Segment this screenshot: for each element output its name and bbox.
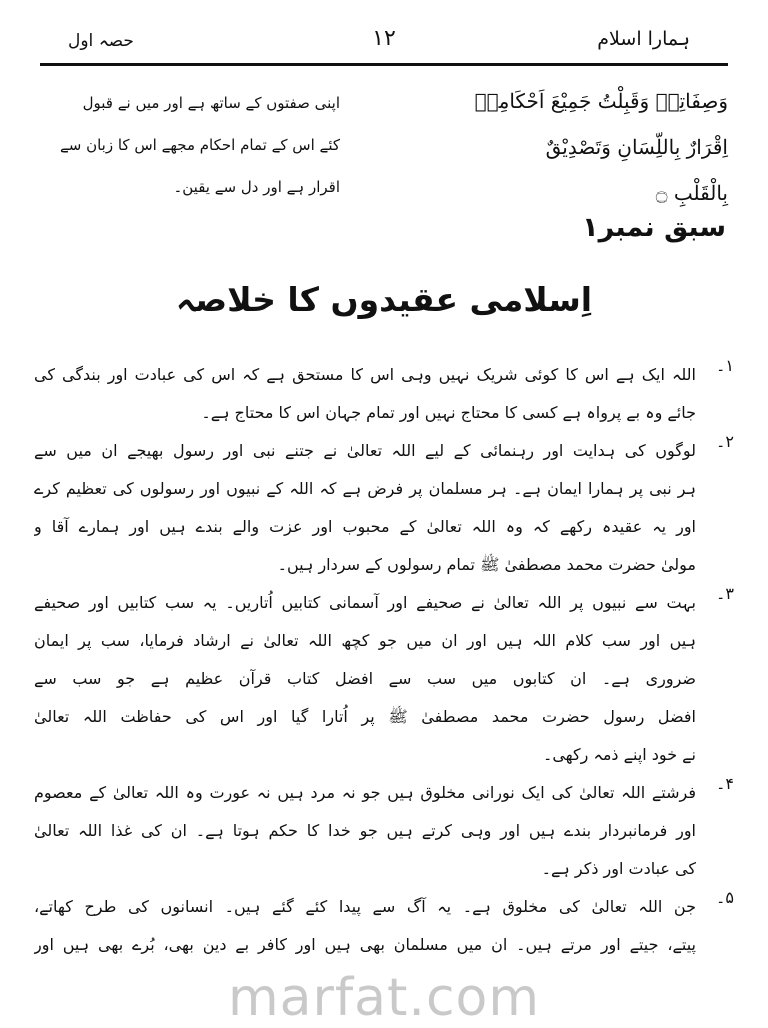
article-body: [34, 356, 734, 964]
page-number: ۱۲: [372, 26, 396, 51]
page-title: اِسلامی عقیدوں کا خلاصہ: [175, 280, 593, 319]
dua-arabic: [368, 78, 728, 216]
item-number: ۳۔: [716, 584, 734, 603]
dua-translation-line: کئے اس کے تمام احکام مجھے اس کا زبان سے: [59, 136, 340, 154]
text-line: ہیں اور سب کلام اللہ ہیں اور ان میں جو کچھ اللہ تعالیٰ نے ارشاد فرمایا، سب پر ایمان: [34, 631, 696, 650]
dua-translation-line: اقرار ہے اور دل سے یقین۔: [173, 178, 340, 196]
text-line: مولیٰ حضرت محمد مصطفیٰ ﷺ تمام رسولوں کے سردار ہیں۔: [277, 555, 696, 574]
text-line: کی عبادت اور ذکر ہے۔: [541, 859, 696, 878]
dua-arabic-line: بِالْقَلْبِ ۝: [655, 181, 728, 205]
text-line: ہر نبی پر ہمارا ایمان ہے۔ ہر مسلمان پر فرض ہے کہ اللہ کے نبیوں اور رسولوں کی تعظیم کرے: [34, 479, 696, 498]
list-item: [34, 432, 734, 584]
text-line: فرشتے اللہ تعالیٰ کی ایک نورانی مخلوق ہیں جو نہ مرد ہیں نہ عورت وہ اللہ تعالیٰ کے معصوم: [34, 783, 696, 802]
dua-arabic-line: اِقْرَارٌ بِاللِّسَانِ وَتَصْدِيْقٌ: [545, 135, 728, 159]
part-label: حصہ اول: [68, 31, 134, 51]
list-item: [34, 356, 734, 432]
header-divider: [40, 63, 728, 66]
item-number: ۴۔: [716, 774, 734, 793]
text-line: نے خود اپنے ذمہ رکھی۔: [542, 745, 696, 764]
page-header: [38, 22, 730, 62]
item-number: ۲۔: [716, 432, 734, 451]
watermark: marfat.com: [227, 968, 541, 1028]
dua-translation: [40, 82, 340, 208]
text-line: جائے وہ بے پرواہ ہے کسی کا محتاج نہیں اور تمام جہان اس کا محتاج ہے۔: [201, 403, 696, 422]
item-number: ۱۔: [716, 356, 734, 375]
list-item: [34, 584, 734, 774]
list-item: [34, 774, 734, 888]
text-line: جن اللہ تعالیٰ کی مخلوق ہے۔ یہ آگ سے پیدا کئے گئے ہیں۔ انسانوں کی طرح کھاتے،: [34, 897, 696, 916]
lesson-number: سبق نمبر۱: [582, 212, 726, 243]
text-line: اور فرمانبردار بندے ہیں اور وہی کرتے ہیں جو خدا کا حکم ہوتا ہے۔ ان کی غذا اللہ تعالیٰ: [34, 821, 696, 840]
book-title: ہمارا اسلام: [597, 28, 690, 50]
text-line: بہت سے نبیوں پر اللہ تعالیٰ نے صحیفے اور آسمانی کتابیں اُتاریں۔ یہ سب کتابیں اور صحیفے: [34, 593, 696, 612]
list-item: [34, 888, 734, 964]
item-number: ۵۔: [716, 888, 734, 907]
text-line: اور یہ عقیدہ رکھے کہ وہ اللہ تعالیٰ کے محبوب اور عزت والے بندے ہیں اور ہمارے آقا و: [34, 517, 696, 536]
text-line: پیتے، جیتے اور مرتے ہیں۔ ان میں مسلمان بھی ہیں اور کافر بے دین بھی، بُرے بھی ہیں اور: [34, 935, 696, 954]
dua-translation-line: اپنی صفتوں کے ساتھ ہے اور میں نے قبول: [82, 94, 340, 112]
dua-arabic-line: وَصِفَاتِهٖ وَقَبِلْتُ جَمِيْعَ اَحْكَامِهٖ: [474, 89, 728, 113]
text-line: اللہ ایک ہے اس کا کوئی شریک نہیں وہی اس کا مستحق ہے کہ اس کی عبادت اور بندگی کی: [34, 365, 696, 384]
text-line: افضل رسول حضرت محمد مصطفیٰ ﷺ پر اُتارا گیا اور اس کی حفاظت اللہ تعالیٰ: [34, 707, 696, 726]
text-line: ضروری ہے۔ ان کتابوں میں سب سے افضل کتاب قرآن عظیم ہے جو سب سے: [34, 669, 696, 688]
text-line: لوگوں کی ہدایت اور رہنمائی کے لیے اللہ تعالیٰ نے جتنے نبی اور رسول بھیجے ان میں سے: [34, 441, 696, 460]
